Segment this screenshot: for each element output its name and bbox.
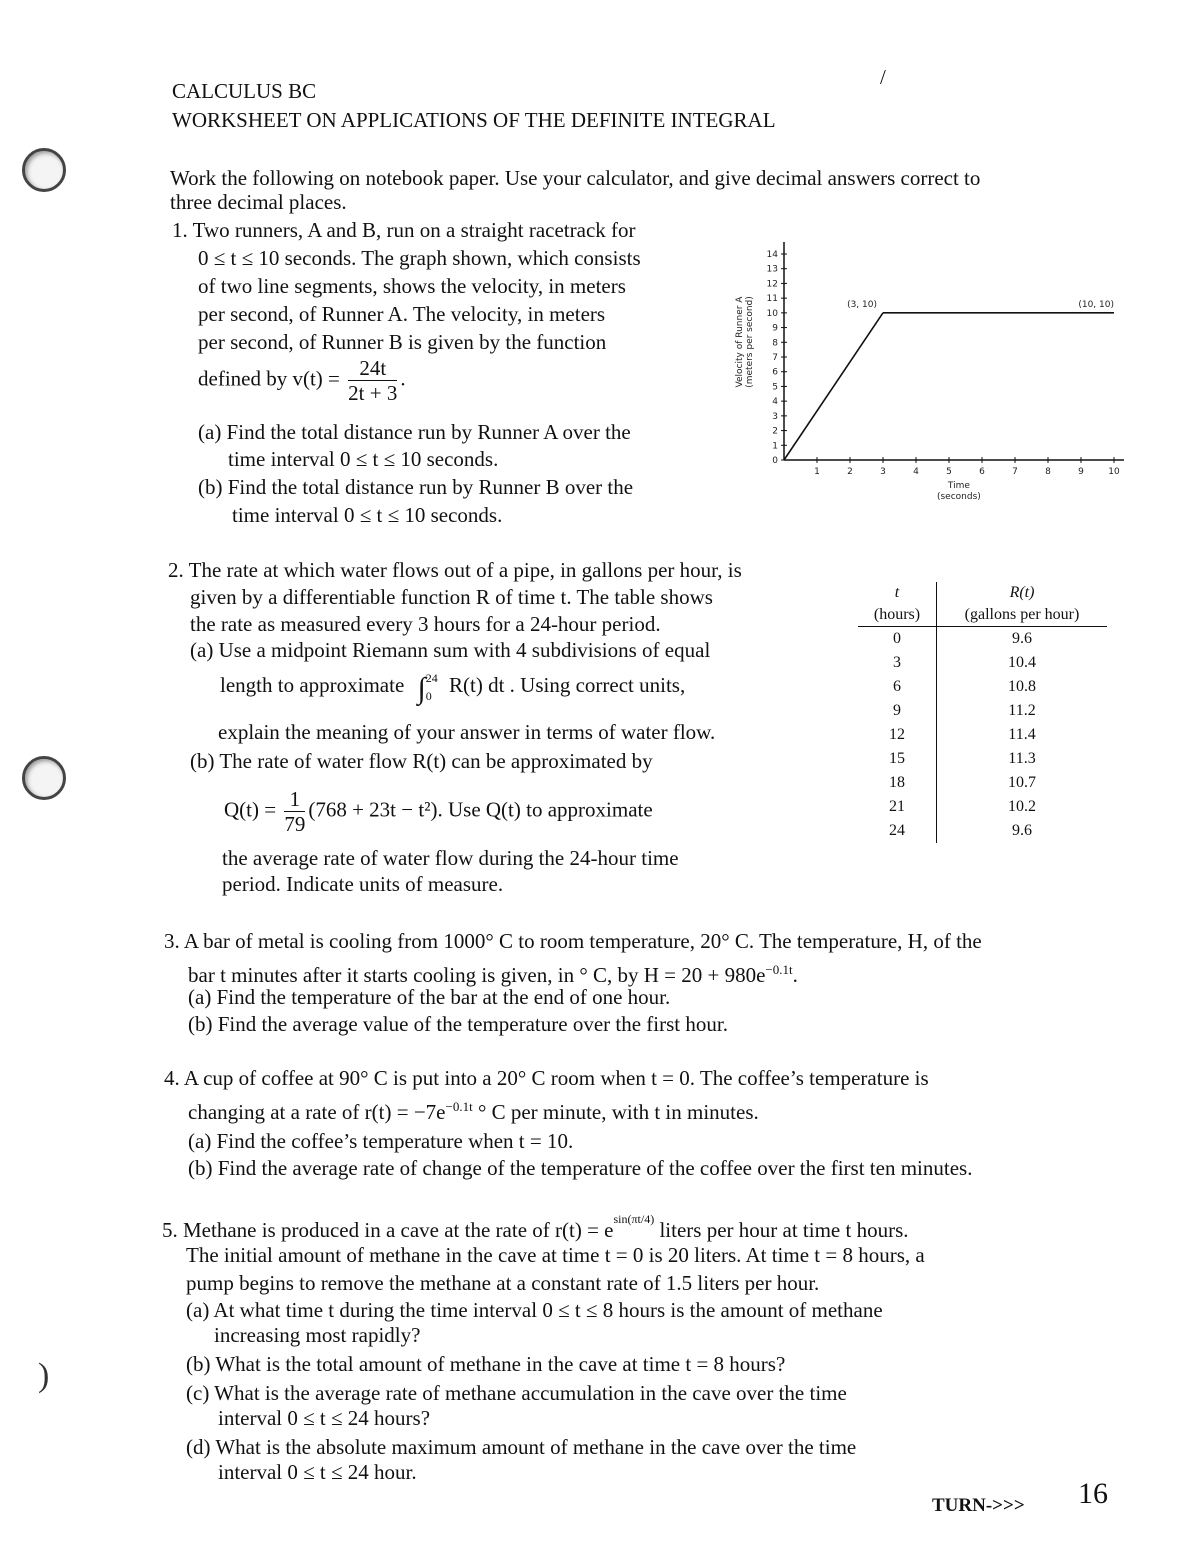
- p5-part-d-line-1: (d) What is the absolute maximum amount of methane in the cave over the time: [186, 1435, 857, 1459]
- binder-hole-edge-mark: ): [38, 1357, 50, 1394]
- integral-upper-limit: 24: [425, 671, 438, 685]
- table-cell-r: 10.7: [1008, 774, 1036, 791]
- table-row: [858, 819, 1107, 843]
- y-tick-label: 7: [772, 353, 778, 363]
- p4-line-2-text: changing at a rate of r(t) = −7e: [188, 1100, 446, 1124]
- table-row: [858, 795, 1107, 819]
- table-cell-r: 9.6: [1012, 822, 1032, 839]
- table-cell-r: 11.3: [1008, 750, 1036, 767]
- p1-line-1: 1. Two runners, A and B, run on a straight racetrack for: [172, 218, 636, 242]
- x-tick-label: 1: [814, 467, 820, 477]
- table-header-t-units: (hours): [858, 604, 937, 627]
- binder-hole-top: [22, 148, 66, 192]
- y-tick-label: 12: [766, 279, 778, 290]
- worksheet-title: WORKSHEET ON APPLICATIONS OF THE DEFINITE INTEGRAL: [172, 108, 776, 132]
- p3-line-2-end: .: [792, 963, 798, 987]
- table-cell-r: 11.2: [1008, 702, 1036, 719]
- p1-part-a-line-2: time interval 0 ≤ t ≤ 10 seconds.: [228, 447, 499, 471]
- p5-part-a-line-1: (a) At what time t during the time interval 0 ≤ t ≤ 8 hours is the amount of methane: [186, 1298, 883, 1322]
- p2-integral-line: [220, 671, 685, 703]
- p4-part-a: (a) Find the coffee’s temperature when t = 10.: [188, 1129, 574, 1153]
- p1-line-4: per second, of Runner A. The velocity, in meters: [198, 302, 606, 326]
- p4-line-1: 4. A cup of coffee at 90° C is put into a 20° C room when t = 0. The coffee’s temperature is: [164, 1066, 929, 1090]
- table-row: [858, 747, 1107, 771]
- x-axis-label-units: (seconds): [936, 492, 981, 502]
- turn-indicator: TURN->>>: [932, 1495, 1025, 1516]
- y-tick-label: 5: [772, 382, 778, 393]
- p5-part-c-line-2: interval 0 ≤ t ≤ 24 hours?: [218, 1406, 431, 1430]
- p2-line-7: (b) The rate of water flow R(t) can be approximated by: [190, 749, 653, 773]
- p5-line-3: pump begins to remove the methane at a constant rate of 1.5 liters per hour.: [186, 1271, 820, 1295]
- p2-line-4: (a) Use a midpoint Riemann sum with 4 subdivisions of equal: [190, 638, 711, 662]
- table-row: [858, 627, 1107, 652]
- p1-fraction: [348, 356, 397, 405]
- p1-fraction-num: 24t: [348, 356, 397, 381]
- y-tick-label: 11: [766, 294, 778, 305]
- integral-lower-limit: 0: [425, 689, 432, 703]
- p5-line-1: [162, 1206, 909, 1244]
- p1-line-3: of two line segments, shows the velocity, in meters: [198, 274, 626, 298]
- p3-part-b: (b) Find the average value of the temperature over the first hour.: [188, 1012, 728, 1036]
- x-tick-label: 2: [847, 467, 853, 477]
- table-cell-t: 0: [858, 627, 937, 652]
- x-tick-label: 6: [979, 467, 985, 477]
- table-cell-t: 24: [858, 819, 937, 843]
- table-cell-t: 6: [858, 675, 937, 699]
- p2-line-6: explain the meaning of your answer in terms of water flow.: [218, 720, 716, 744]
- p4-part-b: (b) Find the average rate of change of the temperature of the coffee over the first ten minutes.: [188, 1156, 973, 1180]
- binder-hole-middle: [22, 756, 66, 800]
- table-row: [858, 651, 1107, 675]
- p5-part-c-line-1: (c) What is the average rate of methane accumulation in the cave over the time: [186, 1381, 847, 1405]
- p3-part-a: (a) Find the temperature of the bar at the end of one hour.: [188, 985, 671, 1009]
- y-tick-label: 2: [772, 426, 778, 437]
- table-header-r: R(t): [1009, 584, 1035, 601]
- p1-part-b-line-1: (b) Find the total distance run by Runner B over the: [198, 475, 634, 499]
- p1-line-2: 0 ≤ t ≤ 10 seconds. The graph shown, which consists: [198, 246, 641, 270]
- table-cell-t: 12: [858, 723, 937, 747]
- table-cell-t: 15: [858, 747, 937, 771]
- table-cell-r: 9.6: [1012, 630, 1032, 647]
- p2-line-10: period. Indicate units of measure.: [222, 872, 504, 896]
- x-tick-label: 4: [913, 467, 919, 477]
- table-cell-t: 3: [858, 651, 937, 675]
- p5-part-b: (b) What is the total amount of methane in the cave at time t = 8 hours?: [186, 1352, 786, 1376]
- p4-line-2: [188, 1093, 759, 1126]
- p5-line-2: The initial amount of methane in the cave at time t = 0 is 20 liters. At time t = 8 hours, a: [186, 1243, 925, 1267]
- p1-line-5: per second, of Runner B is given by the function: [198, 330, 607, 354]
- table-cell-r: 10.8: [1008, 678, 1036, 695]
- p3-line-2-text: bar t minutes after it starts cooling is given, in ° C, by H = 20 + 980e: [188, 963, 766, 987]
- p1-fraction-den: 2t + 3: [348, 381, 398, 405]
- y-axis-label: Velocity of Runner A: [735, 296, 745, 388]
- x-tick-label: 7: [1012, 467, 1018, 477]
- y-tick-label: 0: [772, 456, 778, 466]
- x-tick-label: 10: [1108, 467, 1120, 477]
- y-tick-label: 6: [772, 367, 778, 378]
- table-cell-t: 21: [858, 795, 937, 819]
- y-tick-label: 13: [766, 264, 778, 275]
- p3-line-1: 3. A bar of metal is cooling from 1000° C to room temperature, 20° C. The temperature, H, of the: [164, 929, 982, 953]
- x-tick-label: 3: [880, 467, 886, 477]
- p2-integral-text-a: length to approximate: [220, 672, 405, 697]
- p1-part-a-line-1: (a) Find the total distance run by Runner A over the: [198, 420, 631, 444]
- x-tick-label: 5: [946, 467, 952, 477]
- annotation-label: (10, 10): [1078, 299, 1114, 310]
- y-tick-label: 4: [772, 397, 778, 408]
- x-axis-label: Time: [947, 481, 970, 491]
- p2-q-suffix: (768 + 23t − t²). Use Q(t) to approximate: [308, 797, 653, 822]
- x-tick-label: 8: [1045, 467, 1051, 477]
- annotation-label: (3, 10): [847, 299, 877, 310]
- table-row: [858, 675, 1107, 699]
- p2-line-9: the average rate of water flow during the 24-hour time: [222, 846, 679, 870]
- table-row: [858, 699, 1107, 723]
- table-cell-t: 9: [858, 699, 937, 723]
- y-tick-label: 8: [772, 338, 778, 349]
- y-tick-label: 9: [772, 323, 778, 334]
- rate-table-wrapper: [858, 582, 1107, 843]
- integral-sign: ∫: [417, 671, 426, 705]
- p2-q-fraction: [284, 787, 305, 836]
- y-tick-label: 10: [766, 308, 778, 319]
- p4-line-2-end: ° C per minute, with t in minutes.: [472, 1100, 759, 1124]
- p1-def-prefix: defined by v(t) =: [198, 366, 340, 391]
- y-tick-label: 3: [772, 411, 778, 422]
- p2-q-fraction-num: 1: [284, 787, 305, 812]
- p5-part-a-line-2: increasing most rapidly?: [214, 1323, 421, 1347]
- p5-exponent: sin(πt/4): [613, 1212, 655, 1226]
- table-header-r-units: (gallons per hour): [937, 604, 1108, 627]
- table-row: [858, 771, 1107, 795]
- p3-exponent: −0.1t: [765, 962, 793, 977]
- course-title: CALCULUS BC: [172, 79, 317, 103]
- p2-integral-text-b: R(t) dt . Using correct units,: [449, 672, 686, 697]
- p1-part-b-line-2: time interval 0 ≤ t ≤ 10 seconds.: [232, 503, 503, 527]
- p2-q-definition: [224, 787, 653, 836]
- velocity-segment: [784, 313, 883, 460]
- corner-mark: /: [880, 65, 886, 89]
- p2-line-3: the rate as measured every 3 hours for a 24-hour period.: [190, 612, 661, 636]
- p2-line-2: given by a differentiable function R of time t. The table shows: [190, 585, 713, 609]
- table-cell-r: 11.4: [1008, 726, 1036, 743]
- table-cell-r: 10.2: [1008, 798, 1036, 815]
- velocity-graph: [730, 240, 1130, 510]
- p5-part-d-line-2: interval 0 ≤ t ≤ 24 hour.: [218, 1460, 417, 1484]
- x-tick-label: 9: [1078, 467, 1084, 477]
- p4-exponent: −0.1t: [445, 1099, 473, 1114]
- y-tick-label: 1: [772, 441, 778, 452]
- p2-line-1: 2. The rate at which water flows out of a pipe, in gallons per hour, is: [168, 558, 742, 582]
- instructions-line-1: Work the following on notebook paper. Use your calculator, and give decimal answers correct to: [170, 166, 981, 190]
- table-cell-t: 18: [858, 771, 937, 795]
- table-row: [858, 723, 1107, 747]
- p1-velocity-definition: defined by v(t) = $\frac{24t}{2t + 3}$ .: [198, 356, 406, 405]
- rate-table: [858, 582, 1107, 843]
- p5-line-1-text: 5. Methane is produced in a cave at the rate of r(t) = e: [162, 1218, 614, 1242]
- handwritten-page-number: 16: [1078, 1477, 1108, 1510]
- p2-q-fraction-den: 79: [284, 812, 306, 836]
- y-axis-label-units: (meters per second): [745, 296, 755, 388]
- table-header-t: t: [858, 582, 937, 604]
- instructions-line-2: three decimal places.: [170, 190, 347, 214]
- table-cell-r: 10.4: [1008, 654, 1036, 671]
- p2-q-prefix: Q(t) =: [224, 797, 277, 822]
- y-tick-label: 14: [766, 250, 778, 260]
- p5-line-1-end: liters per hour at time t hours.: [654, 1218, 909, 1242]
